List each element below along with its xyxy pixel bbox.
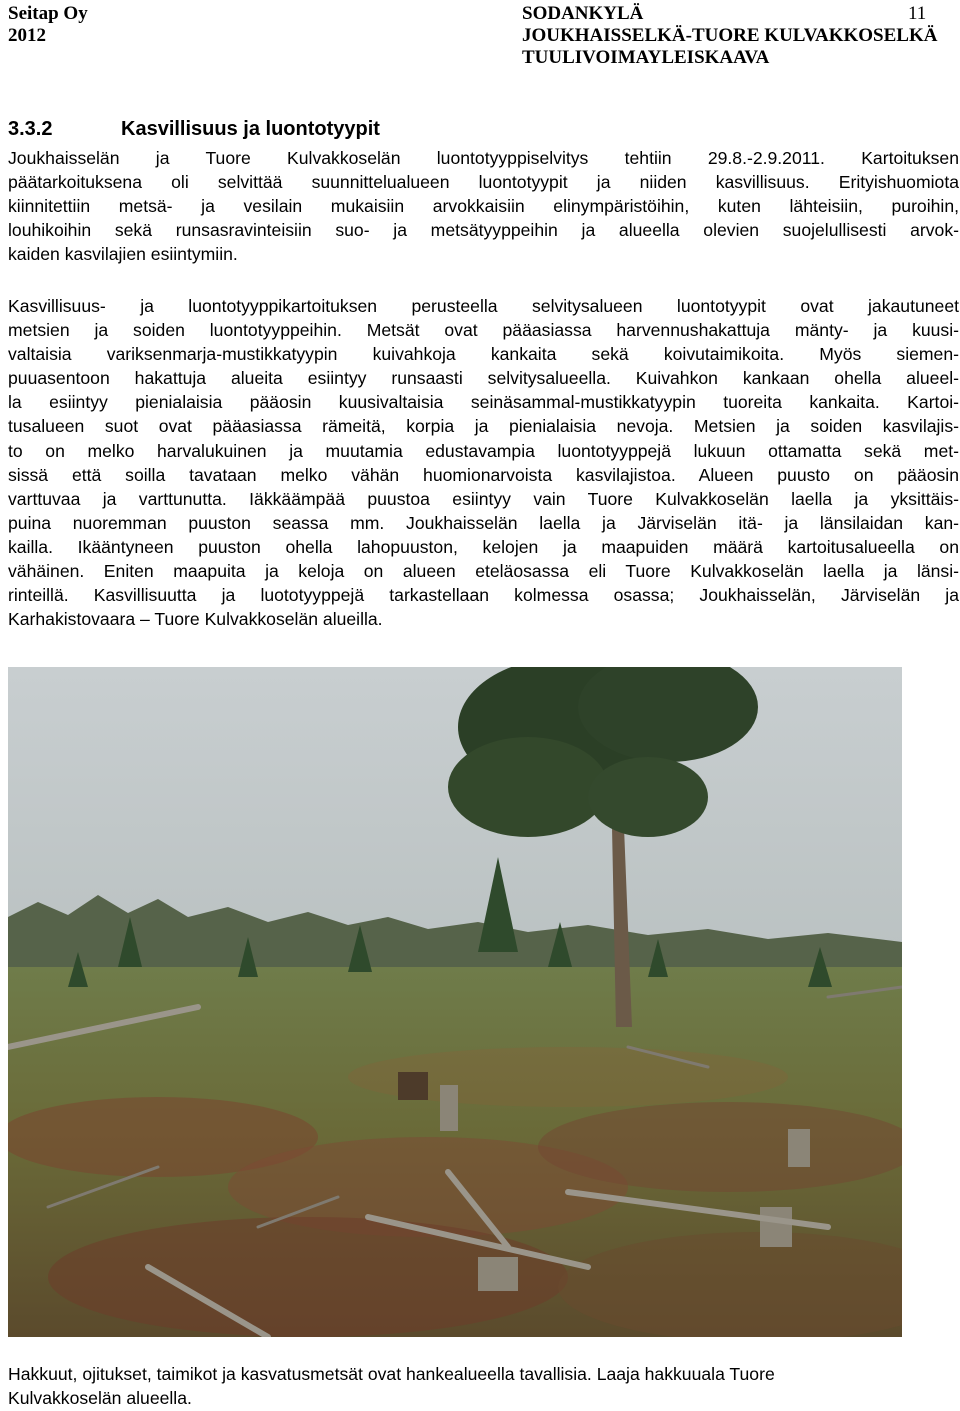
text-line: la esiintyy pienialaisia pääosin kuusivaltaisia seinäsammal-mustikkatyypin tuoreita kankaita. Kartoi-	[8, 392, 959, 413]
text-line: kaiden kasvilajien esiintymiin.	[8, 244, 238, 265]
text-line: louhikoihin sekä runsasravinteisiin suo- ja metsätyyppeihin ja alueella olevien suojelullisesti arvok-	[8, 220, 959, 241]
text-line: Kasvillisuus- ja luontotyyppikartoituksen perusteella selvitysalueen luontotyypit ovat jakautuneet	[8, 296, 959, 316]
header-year: 2012	[8, 25, 46, 46]
text-line: to on melko harvalukuinen ja muutamia edustavampia luontotyyppejä lukuun ottamatta sekä met-	[8, 440, 959, 461]
text-line: päätarkoituksena oli selvittää suunnittelualueen luontotyypit ja niiden kasvillisuus. Erityishuomiota	[8, 172, 959, 193]
text-line: rinteillä. Kasvillisuutta ja luototyyppejä tarkastellaan kolmessa osassa; Joukhaisselän, Järviselän ja	[8, 585, 959, 606]
section-number: 3.3.2	[8, 118, 53, 140]
project-title-line1: JOUKHAISSELKÄ-TUORE KULVAKKOSELKÄ	[522, 25, 938, 46]
text-line: kiinnitettiin metsä- ja vesilain mukaisiin arvokkaisiin elinympäristöihin, kuten lähteisiin, puroihin,	[8, 196, 959, 217]
page-header-center	[522, 3, 937, 69]
text-line: Karhakistovaara – Tuore Kulvakkoselän alueilla.	[8, 609, 383, 630]
project-title-line2: TUULIVOIMAYLEISKAAVA	[522, 47, 770, 68]
paragraph-survey-intro	[8, 146, 959, 266]
caption-line: Hakkuut, ojitukset, taimikot ja kasvatusmetsät ovat hankealueella tavallisia. Laaja hakkuuala Tuore	[8, 1364, 775, 1384]
text-line: tusalueen suot ovat pääasiassa rämeitä, korpia ja pienialaisia nevoja. Metsien ja soiden kasvilajis-	[8, 416, 959, 437]
municipality-name: SODANKYLÄ	[522, 3, 644, 24]
text-line: Joukhaisselän ja Tuore Kulvakkoselän luontotyyppiselvitys tehtiin 29.8.-2.9.2011. Kartoituksen	[8, 148, 959, 168]
text-line: sissä että soilla tavataan melko vähän huomionarvoista kasvilajistoa. Alueen puusto on pääosin	[8, 464, 959, 485]
text-line: puina nuoremman puuston seassa mm. Joukhaisselän laella ja Järviselän itä- ja länsilaidan kan-	[8, 512, 959, 533]
section-heading	[8, 116, 380, 142]
company-name: Seitap Oy	[8, 3, 88, 24]
page-header-left	[8, 3, 88, 47]
text-line: varttuvaa ja varttunutta. Iäkkäämpää puustoa esiintyy vain Tuore Kulvakkoselän laella ja yksittäis-	[8, 488, 959, 509]
text-line: puuasentoon hakattuja alueita esiintyy runsaasti selvitysalueella. Kuivahkon kankaan ohella alueel-	[8, 368, 959, 389]
caption-line: Kulvakkoselän alueella.	[8, 1388, 192, 1409]
landscape-photo	[8, 667, 902, 1337]
paragraph-habitat-description	[8, 294, 959, 631]
photo-caption	[8, 1362, 959, 1410]
text-line: vähäinen. Eniten maapuita ja keloja on alueen eteläosassa eli Tuore Kulvakkoselän laella ja länsi-	[8, 561, 959, 582]
text-line: metsien ja soiden luontotyyppeihin. Metsät ovat pääasiassa harvennushakattuja mänty- ja kuusi-	[8, 320, 959, 341]
text-line: kailla. Ikääntyneen puuston ohella lahopuuston, kelojen ja maapuiden määrä kartoitusalueella on	[8, 536, 959, 557]
page-number: 11	[908, 3, 927, 24]
text-line: valtaisia variksenmarja-mustikkatyypin kuivahkoja kankaita sekä koivutaimikoita. Myös siemen-	[8, 344, 959, 365]
section-title: Kasvillisuus ja luontotyypit	[121, 118, 380, 140]
